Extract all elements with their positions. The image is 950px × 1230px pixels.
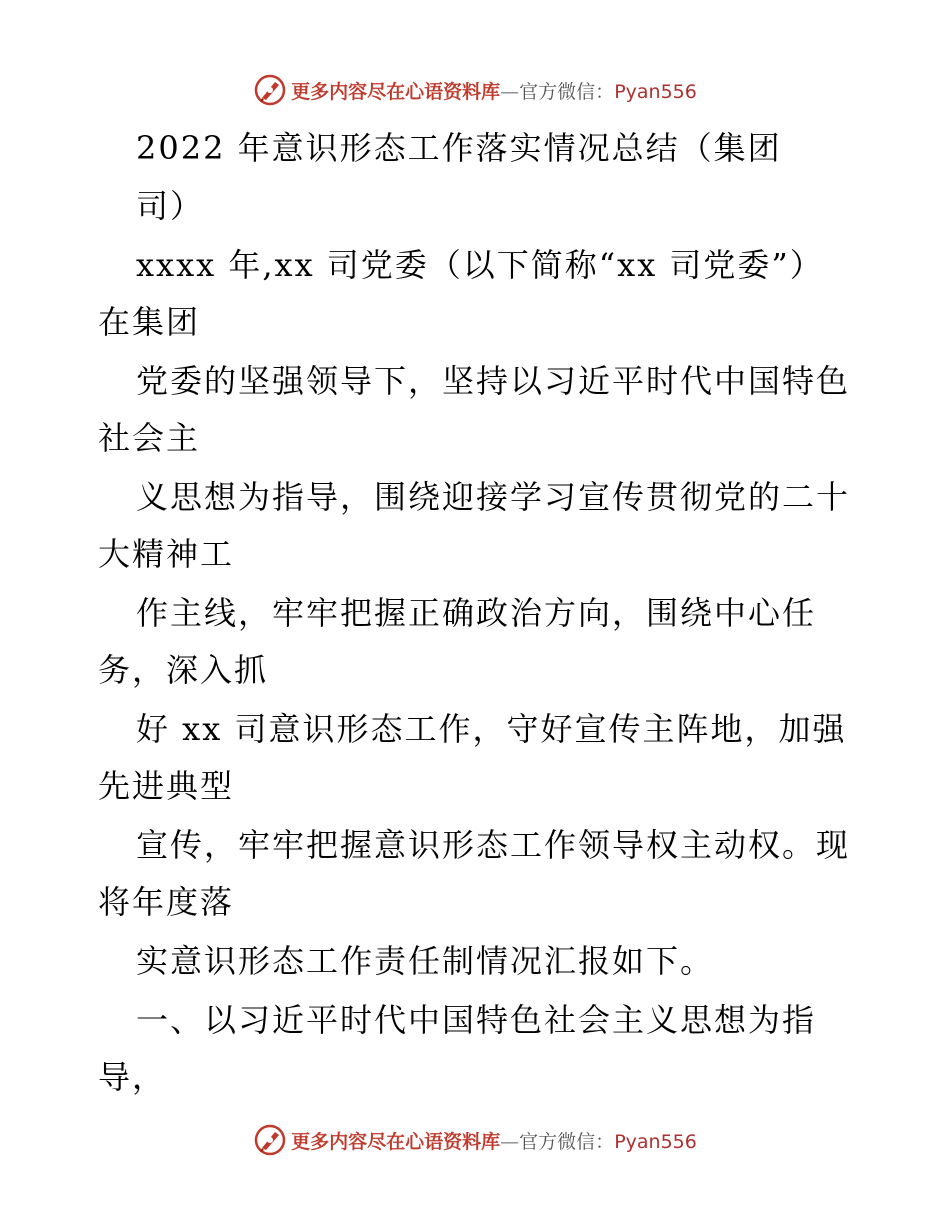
doc-line: 先进典型 xyxy=(98,767,235,805)
doc-line: 作主线，牢牢把握正确政治方向，围绕中心任 xyxy=(136,594,817,632)
quill-pen-logo-icon xyxy=(253,1123,287,1157)
doc-line: 将年度落 xyxy=(98,883,235,921)
watermark-site-text: 更多内容尽在心语资料库 xyxy=(291,1130,501,1153)
doc-title-line-1: 2022 年意识形态工作落实情况总结（集团 xyxy=(136,129,782,167)
watermark-wechat-id: Pyan556 xyxy=(614,1130,697,1153)
watermark-wechat-id: Pyan556 xyxy=(614,80,697,103)
doc-section-heading: 一、以习近平时代中国特色社会主义思想为指 xyxy=(136,1001,817,1039)
doc-line: 实意识形态工作责任制情况汇报如下。 xyxy=(136,942,715,980)
watermark-label: 官方微信： xyxy=(519,80,615,103)
watermark-text xyxy=(291,77,697,104)
doc-line: 大精神工 xyxy=(98,535,235,573)
watermark-dash: — xyxy=(500,80,520,103)
watermark-site-text: 更多内容尽在心语资料库 xyxy=(291,80,501,103)
watermark-text xyxy=(291,1127,697,1154)
doc-line: 党委的坚强领导下，坚持以习近平时代中国特色 xyxy=(136,362,851,400)
doc-line: 导， xyxy=(98,1058,167,1096)
watermark-dash: — xyxy=(500,1130,520,1153)
watermark-label: 官方微信： xyxy=(519,1130,615,1153)
doc-line: 义思想为指导，围绕迎接学习宣传贯彻党的二十 xyxy=(136,478,851,516)
doc-title-line-2: 司） xyxy=(136,187,205,225)
watermark-banner-top xyxy=(0,70,950,110)
doc-line: 在集团 xyxy=(98,303,201,341)
doc-line: 宣传，牢牢把握意识形态工作领导权主动权。现 xyxy=(136,826,851,864)
watermark-banner-bottom xyxy=(0,1120,950,1160)
doc-line: xxxx 年,xx 司党委（以下简称“xx 司党委”） xyxy=(136,246,824,284)
doc-line: 社会主 xyxy=(98,419,201,457)
quill-pen-logo-icon xyxy=(253,73,287,107)
doc-line: 务，深入抓 xyxy=(98,651,269,689)
doc-line: 好 xx 司意识形态工作，守好宣传主阵地，加强 xyxy=(136,710,847,748)
